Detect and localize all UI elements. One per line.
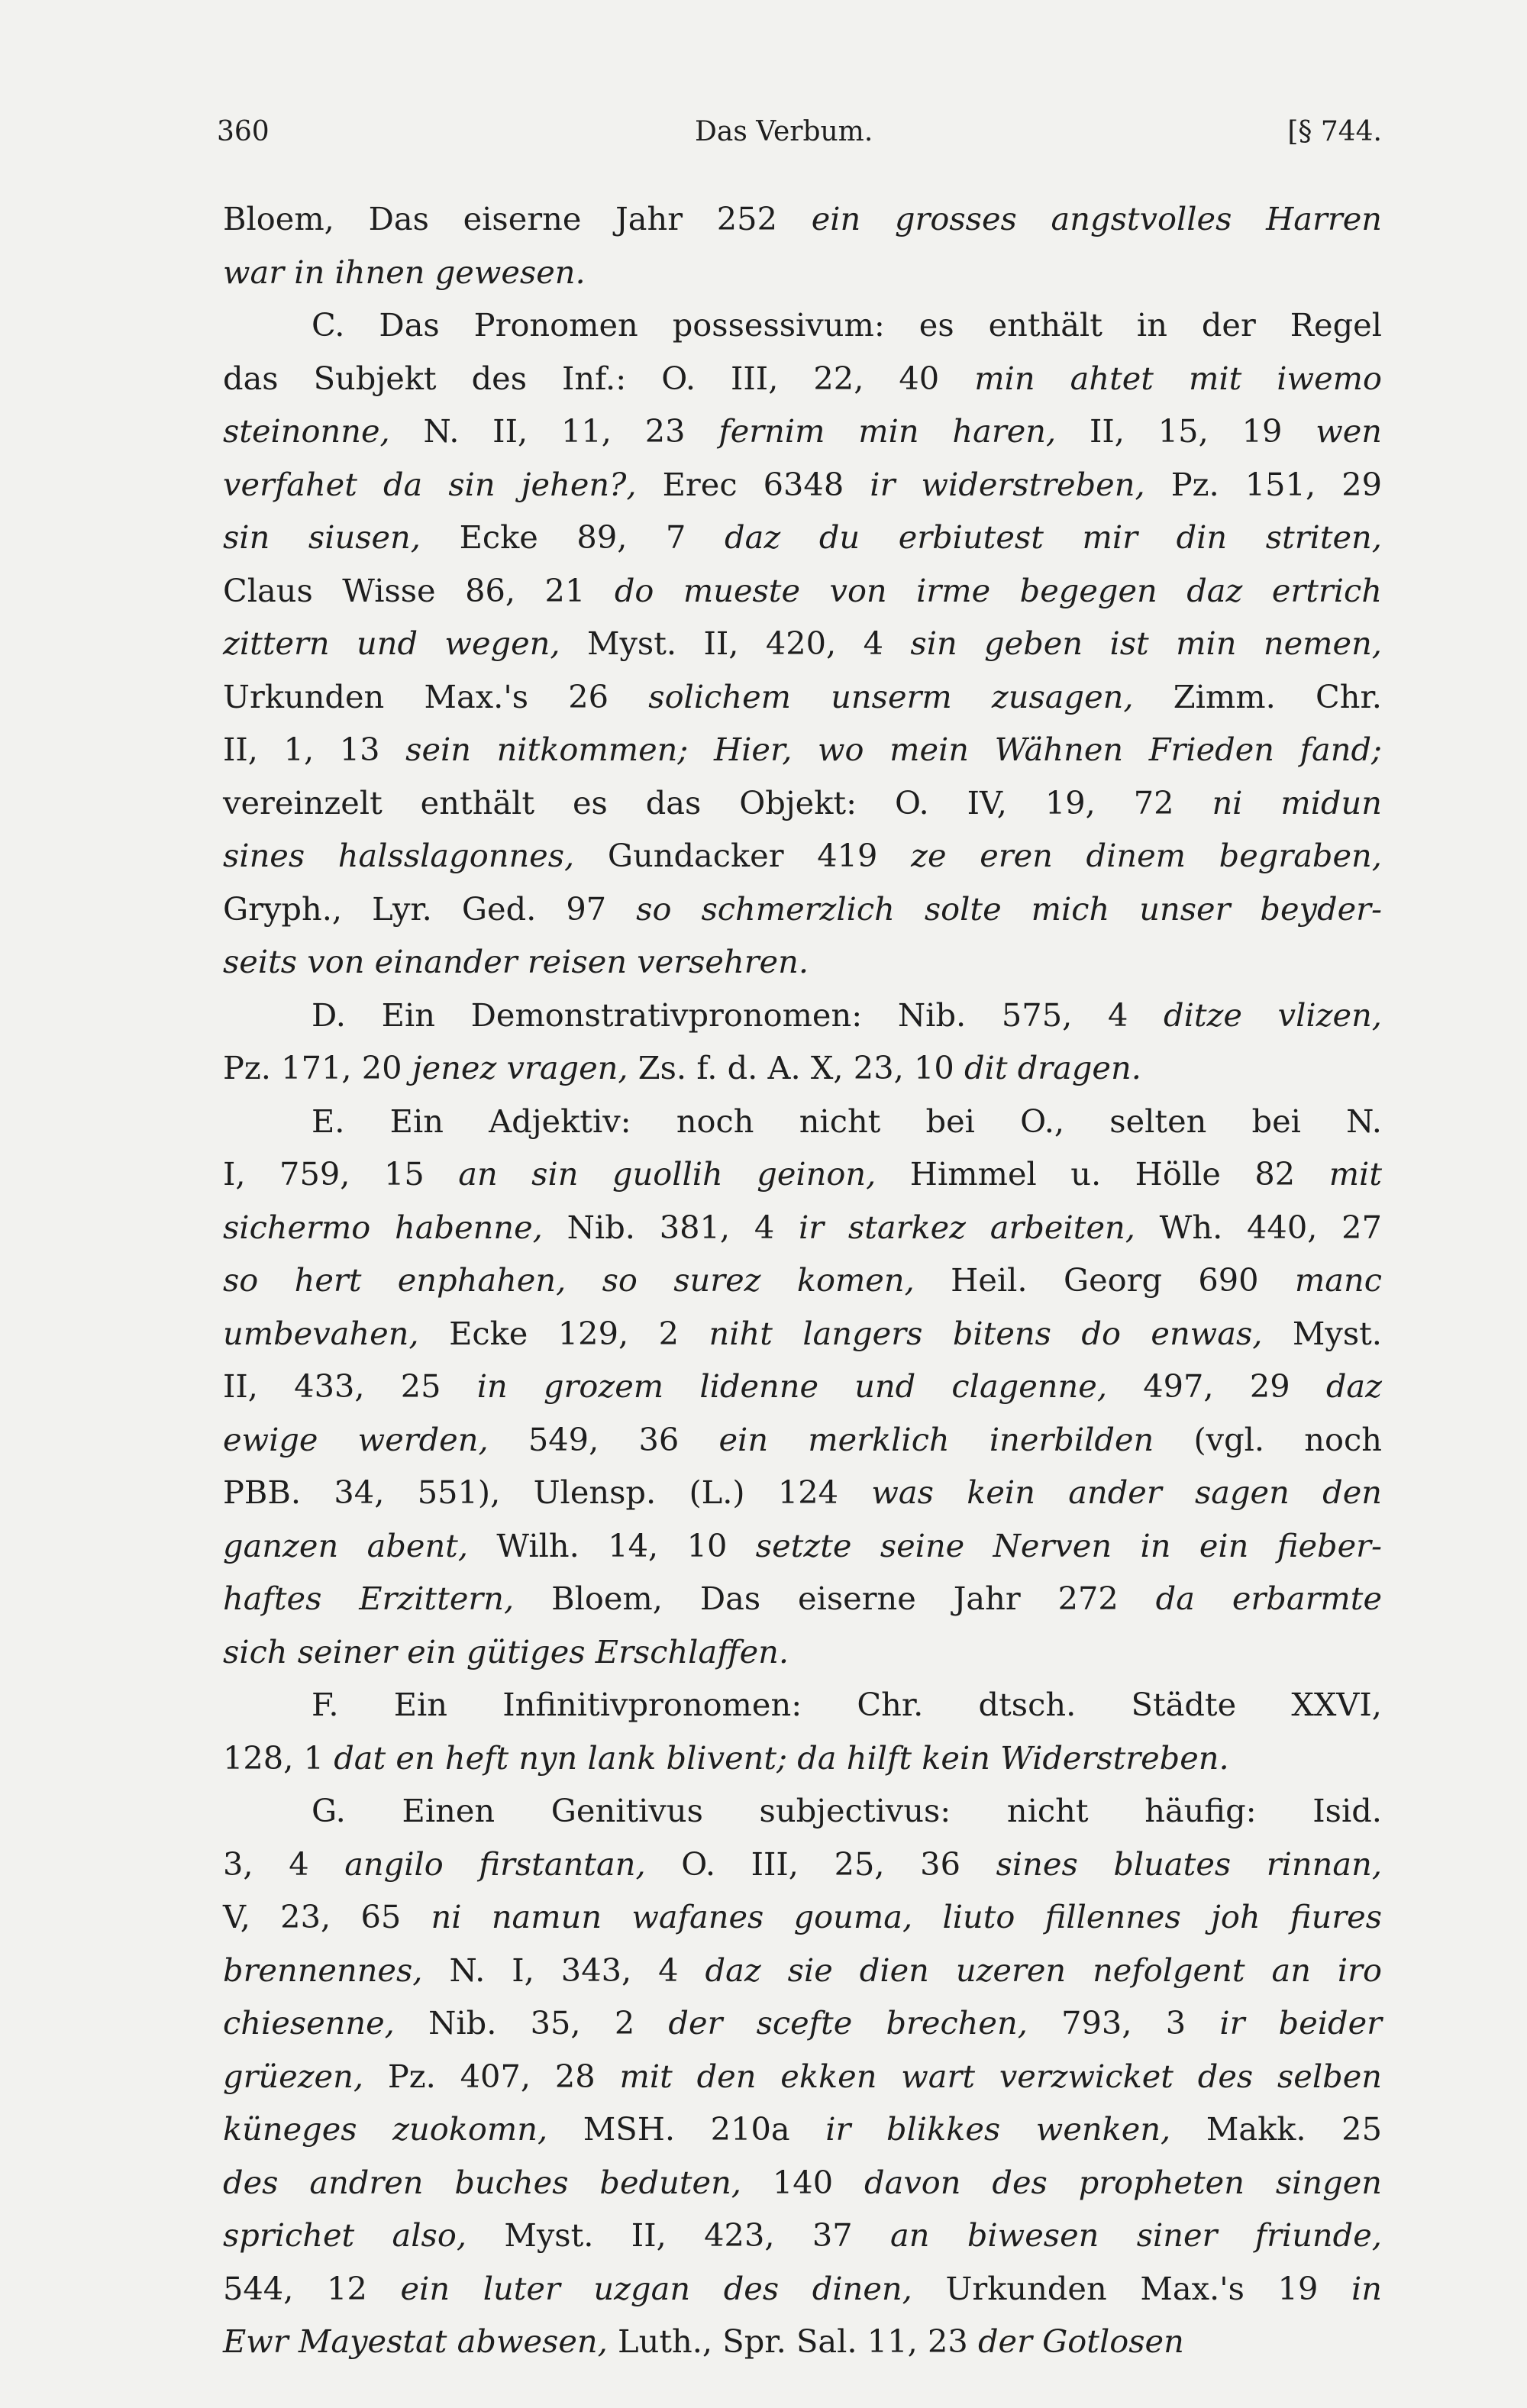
text-line xyxy=(223,2315,1382,2368)
text-line xyxy=(223,2262,1382,2316)
text-segment: F. Ein Infinitivpronomen: Chr. dtsch. Städte XXVI, xyxy=(312,1686,1382,1723)
text-segment: (vgl. noch xyxy=(1154,1420,1382,1458)
italic-citation: der Gotlosen xyxy=(977,2322,1184,2360)
text-segment: Myst. II, 423, 37 xyxy=(466,2216,891,2254)
italic-citation: chiesenne, xyxy=(223,2004,395,2042)
text-line xyxy=(223,1732,1382,1785)
italic-citation: solichem unserm zusagen, xyxy=(648,677,1134,715)
italic-citation: umbevahen, xyxy=(223,1314,419,1352)
text-segment: C. Das Pronomen possessivum: es enthält in der Regel xyxy=(312,306,1382,344)
italic-citation: ir blikkes wenken, xyxy=(825,2110,1171,2148)
italic-citation: daz du erbiutest mir din striten, xyxy=(725,518,1382,556)
text-segment: Himmel u. Hölle 82 xyxy=(876,1155,1329,1193)
page-header xyxy=(217,116,1382,162)
text-segment: Bloem, Das eiserne Jahr 252 xyxy=(223,200,812,237)
text-segment: 140 xyxy=(741,2163,865,2201)
text-segment: Myst. xyxy=(1262,1314,1382,1352)
text-line xyxy=(223,2103,1382,2156)
text-segment: MSH. 210a xyxy=(547,2110,826,2148)
text-segment: N. I, 343, 4 xyxy=(422,1951,705,1989)
text-segment: Urkunden Max.'s 19 xyxy=(912,2269,1351,2307)
text-line xyxy=(223,1784,1382,1838)
italic-citation: an sin guollih geinon, xyxy=(458,1155,876,1193)
italic-citation: min ahtet mit iwemo xyxy=(974,359,1382,397)
text-line xyxy=(223,246,1382,299)
italic-citation: ein luter uzgan des dinen, xyxy=(400,2269,912,2307)
text-segment: vereinzelt enthält es das Objekt: O. IV, 19, 72 xyxy=(223,783,1212,821)
italic-citation: in grozem lidenne und clagenne, xyxy=(476,1367,1108,1405)
text-line xyxy=(223,352,1382,405)
text-segment: Wh. 440, 27 xyxy=(1135,1208,1382,1246)
text-segment: D. Ein Demonstrativpronomen: Nib. 575, 4 xyxy=(312,996,1164,1034)
text-line xyxy=(223,2050,1382,2103)
text-line xyxy=(223,1996,1382,2050)
italic-citation: was kein ander sagen den xyxy=(871,1474,1382,1511)
italic-citation: küneges zuokomn, xyxy=(223,2110,548,2148)
italic-citation: ein merklich inerbilden xyxy=(718,1420,1154,1458)
text-segment: E. Ein Adjektiv: noch nicht bei O., selten bei N. xyxy=(312,1102,1382,1140)
italic-citation: angilo firstantan, xyxy=(344,1845,646,1883)
italic-citation: ir starkez arbeiten, xyxy=(799,1208,1135,1246)
italic-citation: sein nitkommen; Hier, wo mein Wähnen Frieden fand; xyxy=(405,731,1382,768)
text-segment: II, 1, 13 xyxy=(223,731,406,768)
italic-citation: ditze vlizen, xyxy=(1164,996,1382,1034)
italic-citation: in xyxy=(1351,2269,1383,2307)
text-line xyxy=(223,2209,1382,2262)
text-line xyxy=(223,723,1382,776)
italic-citation: daz xyxy=(1325,1367,1383,1405)
paragraph xyxy=(223,1095,1382,1679)
italic-citation: sines bluates rinnan, xyxy=(996,1845,1383,1883)
italic-citation: ni namun wafanes gouma, liuto fillennes joh fiures xyxy=(431,1898,1382,1935)
italic-citation: grüezen, xyxy=(223,2057,364,2095)
text-line xyxy=(223,1254,1382,1307)
italic-citation: mit den ekken wart verzwicket des selben xyxy=(619,2057,1382,2095)
italic-citation: niht langers bitens do enwas, xyxy=(709,1314,1263,1352)
italic-citation: brennennes, xyxy=(223,1951,423,1989)
italic-citation: davon des propheten singen xyxy=(864,2163,1382,2201)
text-segment: Heil. Georg 690 xyxy=(914,1261,1295,1299)
text-segment: PBB. 34, 551), Ulensp. (L.) 124 xyxy=(223,1474,872,1511)
italic-citation: ni midun xyxy=(1212,783,1383,821)
italic-citation: setzte seine Nerven in ein fieber- xyxy=(755,1526,1383,1564)
text-segment: V, 23, 65 xyxy=(223,1898,431,1935)
text-line xyxy=(223,1678,1382,1732)
text-line xyxy=(223,299,1382,352)
italic-citation: an biwesen siner friunde, xyxy=(890,2216,1382,2254)
text-segment: Nib. 35, 2 xyxy=(394,2004,669,2042)
running-title: Das Verbum. xyxy=(695,116,873,147)
text-segment: I, 759, 15 xyxy=(223,1155,459,1193)
text-line xyxy=(223,405,1382,458)
text-segment: Pz. 151, 29 xyxy=(1144,465,1382,503)
text-line xyxy=(223,935,1382,989)
text-line xyxy=(223,1307,1382,1361)
italic-citation: seits von einander reisen versehren. xyxy=(223,943,809,980)
text-line xyxy=(223,1519,1382,1573)
text-line xyxy=(223,670,1382,724)
text-line xyxy=(223,1572,1382,1625)
text-segment: Erec 6348 xyxy=(636,465,870,503)
italic-citation: sines halsslagonnes, xyxy=(223,837,575,874)
text-segment: 128, 1 xyxy=(223,1738,334,1777)
text-line xyxy=(223,1095,1382,1148)
text-segment: O. III, 25, 36 xyxy=(645,1845,996,1883)
italic-citation: fernim min haren, xyxy=(718,412,1057,450)
text-segment: N. II, 11, 23 xyxy=(389,412,719,450)
section-number: [§ 744. xyxy=(1287,116,1382,147)
italic-citation: Ewr Mayestat abwesen, xyxy=(223,2322,608,2360)
text-segment: 3, 4 xyxy=(223,1845,345,1883)
text-line xyxy=(223,989,1382,1042)
text-segment: 549, 36 xyxy=(488,1420,719,1458)
text-segment: 497, 29 xyxy=(1107,1367,1326,1405)
text-segment: 544, 12 xyxy=(223,2269,401,2307)
text-segment: Luth., Spr. Sal. 11, 23 xyxy=(607,2322,978,2360)
text-segment: II, 15, 19 xyxy=(1056,412,1316,450)
text-line xyxy=(223,1413,1382,1467)
text-line xyxy=(223,1466,1382,1519)
text-segment: Makk. 25 xyxy=(1170,2110,1382,2148)
italic-citation: sin geben ist min nemen, xyxy=(910,625,1382,662)
text-segment: Pz. 171, 20 xyxy=(223,1049,412,1086)
text-line xyxy=(223,1944,1382,1997)
italic-citation: so schmerzlich solte mich unser beyder- xyxy=(636,889,1382,928)
text-segment: Ecke 129, 2 xyxy=(418,1314,709,1352)
text-line xyxy=(223,458,1382,512)
text-segment: Ecke 89, 7 xyxy=(420,518,725,556)
text-segment: Pz. 407, 28 xyxy=(363,2057,620,2095)
text-segment: G. Einen Genitivus subjectivus: nicht häufig: Isid. xyxy=(312,1792,1382,1829)
text-line xyxy=(223,1360,1382,1413)
text-line xyxy=(223,564,1382,618)
text-line xyxy=(223,1890,1382,1944)
text-segment: Myst. II, 420, 4 xyxy=(560,625,911,662)
text-line xyxy=(223,1201,1382,1254)
italic-citation: dat en heft nyn lank blivent; da hilft kein Widerstreben. xyxy=(334,1738,1229,1777)
text-segment: Zimm. Chr. xyxy=(1133,677,1382,715)
italic-citation: ein grosses angstvolles Harren xyxy=(811,200,1382,237)
italic-citation: wen xyxy=(1316,412,1382,450)
italic-citation: der scefte brechen, xyxy=(668,2004,1028,2042)
text-line xyxy=(223,1041,1382,1095)
text-segment: Urkunden Max.'s 26 xyxy=(223,677,649,715)
italic-citation: mit xyxy=(1328,1155,1383,1193)
italic-citation: daz sie dien uzeren nefolgent an iro xyxy=(705,1951,1382,1989)
text-segment: Claus Wisse 86, 21 xyxy=(223,571,615,609)
text-segment: Gundacker 419 xyxy=(574,837,912,874)
italic-citation: verfahet da sin jehen?, xyxy=(223,465,637,503)
italic-citation: sich seiner ein gütiges Erschlaffen. xyxy=(223,1632,789,1670)
text-segment: Nib. 381, 4 xyxy=(542,1208,799,1246)
italic-citation: do mueste von irme begegen daz ertrich xyxy=(614,571,1382,609)
page-number: 360 xyxy=(217,116,270,147)
paragraph xyxy=(223,299,1382,989)
italic-citation: war in ihnen gewesen. xyxy=(223,253,586,291)
italic-citation: dit dragen. xyxy=(964,1049,1141,1086)
text-line xyxy=(223,511,1382,564)
text-line xyxy=(223,192,1382,246)
text-segment: Zs. f. d. A. X, 23, 10 xyxy=(628,1049,964,1086)
text-segment: 793, 3 xyxy=(1027,2004,1220,2042)
italic-citation: ganzen abent, xyxy=(223,1526,469,1564)
italic-citation: so hert enphahen, so surez komen, xyxy=(223,1261,915,1299)
italic-citation: da erbarmte xyxy=(1155,1580,1382,1617)
text-line xyxy=(223,1625,1382,1679)
paragraph xyxy=(223,1678,1382,1784)
italic-citation: haftes Erzittern, xyxy=(223,1580,515,1617)
text-line xyxy=(223,2156,1382,2209)
italic-citation: ewige werden, xyxy=(223,1420,489,1458)
text-line xyxy=(223,776,1382,830)
italic-citation: sprichet also, xyxy=(223,2216,467,2254)
italic-citation: manc xyxy=(1294,1261,1382,1299)
text-line xyxy=(223,1148,1382,1201)
text-segment: II, 433, 25 xyxy=(223,1367,477,1405)
paragraph xyxy=(223,989,1382,1095)
italic-citation: ze eren dinem begraben, xyxy=(911,837,1382,874)
italic-citation: ir beider xyxy=(1219,2004,1382,2042)
text-line xyxy=(223,883,1382,936)
paragraph xyxy=(223,192,1382,299)
text-segment: Gryph., Lyr. Ged. 97 xyxy=(223,889,637,928)
text-line xyxy=(223,1838,1382,1891)
text-segment: Wilh. 14, 10 xyxy=(468,1526,756,1564)
paragraph xyxy=(223,1784,1382,2368)
text-segment: Bloem, Das eiserne Jahr 272 xyxy=(514,1580,1156,1617)
italic-citation: zittern und wegen, xyxy=(223,625,560,662)
italic-citation: steinonne, xyxy=(223,412,390,450)
italic-citation: sin siusen, xyxy=(223,518,421,556)
italic-citation: jenez vragen, xyxy=(412,1049,628,1086)
italic-citation: sichermo habenne, xyxy=(223,1208,543,1246)
italic-citation: des andren buches beduten, xyxy=(223,2163,741,2201)
body-text xyxy=(223,192,1382,2368)
italic-citation: ir widerstreben, xyxy=(870,465,1145,503)
text-line xyxy=(223,829,1382,883)
text-segment: das Subjekt des Inf.: O. III, 22, 40 xyxy=(223,359,975,397)
text-line xyxy=(223,617,1382,670)
